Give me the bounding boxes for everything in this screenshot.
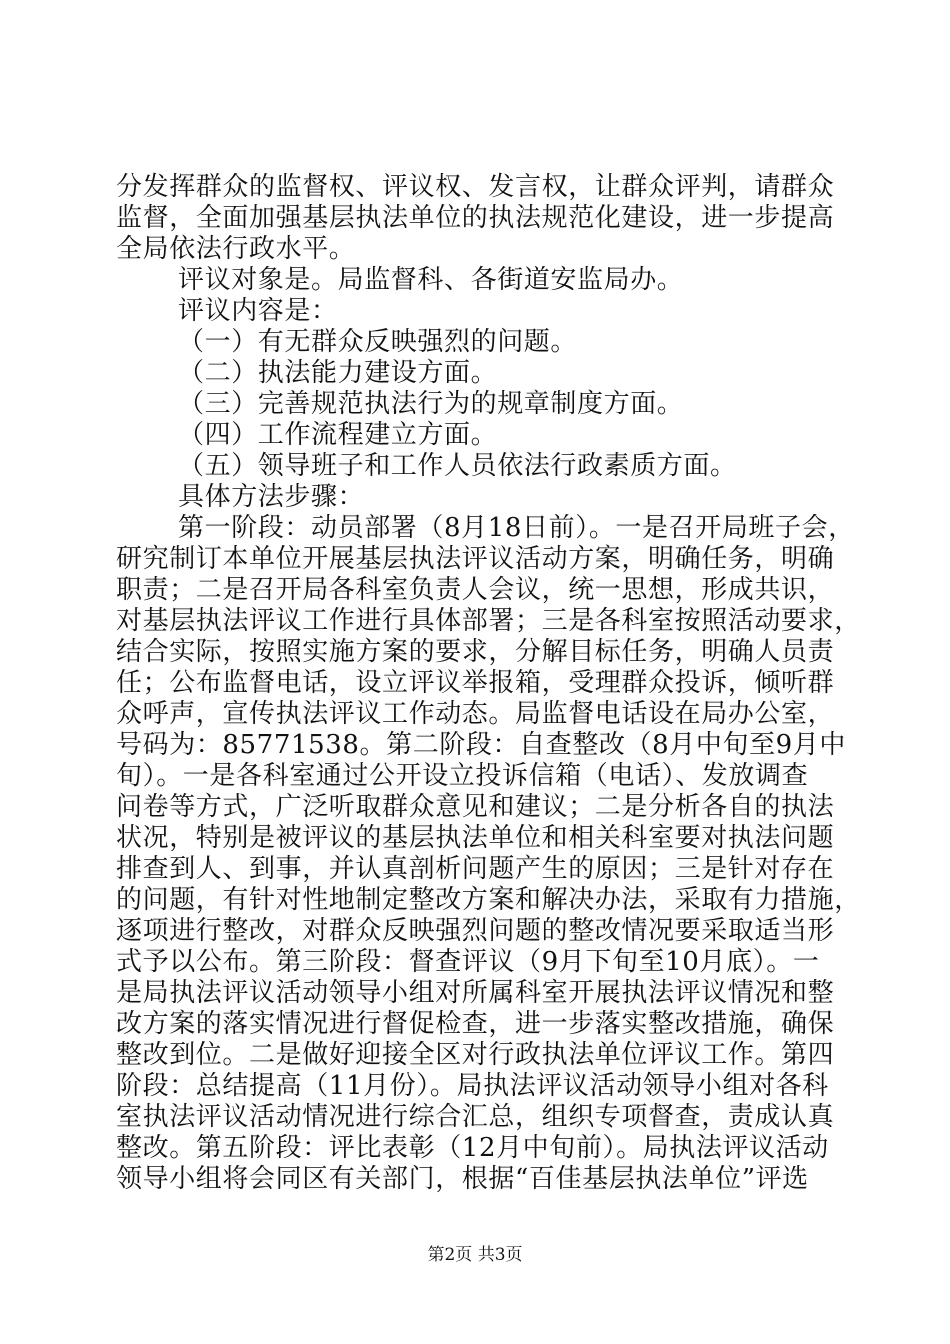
page-total: 共3页 — [477, 1245, 523, 1265]
text-line: 具体方法步骤： — [178, 482, 365, 512]
text-line: 式予以公布。第三阶段：督查评议（9月下旬至10月底）。一 — [116, 947, 820, 977]
text-line: 任；公布监督电话，设立评议举报箱，受理群众投诉，倾听群 — [116, 668, 835, 698]
text-line: 整改。第五阶段：评比表彰（12月中旬前）。局执法评议活动 — [116, 1133, 829, 1163]
text-line: 逐项进行整改，对群众反映强烈问题的整改情况要采取适当形 — [116, 916, 835, 946]
text-line: 全局依法行政水平。 — [116, 234, 356, 264]
document-body — [116, 172, 861, 1195]
list-item: （四）工作流程建立方面。 — [178, 420, 498, 450]
text-line: 评议内容是： — [178, 296, 338, 326]
text-line: 评议对象是。局监督科、各街道安监局办。 — [178, 265, 684, 295]
list-item: （五）领导班子和工作人员依法行政素质方面。 — [178, 451, 737, 481]
text-line: 对基层执法评议工作进行具体部署；三是各科室按照活动要求， — [116, 606, 861, 636]
text-line: 研究制订本单位开展基层执法评议活动方案，明确任务，明确 — [116, 544, 835, 574]
page-footer — [0, 1244, 950, 1266]
text-line: 领导小组将会同区有关部门，根据“百佳基层执法单位”评选 — [116, 1164, 809, 1194]
text-line: 分发挥群众的监督权、评议权、发言权，让群众评判，请群众 — [116, 172, 835, 202]
text-line: 第一阶段：动员部署（8月18日前）。一是召开局班子会， — [178, 513, 855, 543]
text-line: 排查到人、到事，并认真剖析问题产生的原因；三是针对存在 — [116, 854, 835, 884]
text-line: 问卷等方式，广泛听取群众意见和建议；二是分析各自的执法 — [116, 792, 835, 822]
text-line: 阶段：总结提高（11月份）。局执法评议活动领导小组对各科 — [116, 1071, 829, 1101]
text-line: 室执法评议活动情况进行综合汇总，组织专项督查，责成认真 — [116, 1102, 835, 1132]
list-item: （二）执法能力建设方面。 — [178, 358, 498, 388]
text-line: 旬）。一是各科室通过公开设立投诉信箱（电话）、发放调查 — [116, 761, 809, 791]
list-item: （一）有无群众反映强烈的问题。 — [178, 327, 578, 357]
text-line: 状况，特别是被评议的基层执法单位和相关科室要对执法问题 — [116, 823, 835, 853]
text-line: 结合实际，按照实施方案的要求，分解目标任务，明确人员责 — [116, 637, 835, 667]
text-line: 监督，全面加强基层执法单位的执法规范化建设，进一步提高 — [116, 203, 835, 233]
text-line: 改方案的落实情况进行督促检查，进一步落实整改措施，确保 — [116, 1009, 835, 1039]
text-line: 职责；二是召开局各科室负责人会议，统一思想，形成共识， — [116, 575, 835, 605]
text-line: 是局执法评议活动领导小组对所属科室开展执法评议情况和整 — [116, 978, 835, 1008]
text-line: 号码为：85771538。第二阶段：自查整改（8月中旬至9月中 — [116, 730, 847, 760]
text-line: 众呼声，宣传执法评议工作动态。局监督电话设在局办公室， — [116, 699, 835, 729]
text-line: 的问题，有针对性地制定整改方案和解决办法，采取有力措施， — [116, 885, 861, 915]
list-item: （三）完善规范执法行为的规章制度方面。 — [178, 389, 684, 419]
page-number: 第2页 — [427, 1245, 473, 1265]
text-line: 整改到位。二是做好迎接全区对行政执法单位评议工作。第四 — [116, 1040, 835, 1070]
